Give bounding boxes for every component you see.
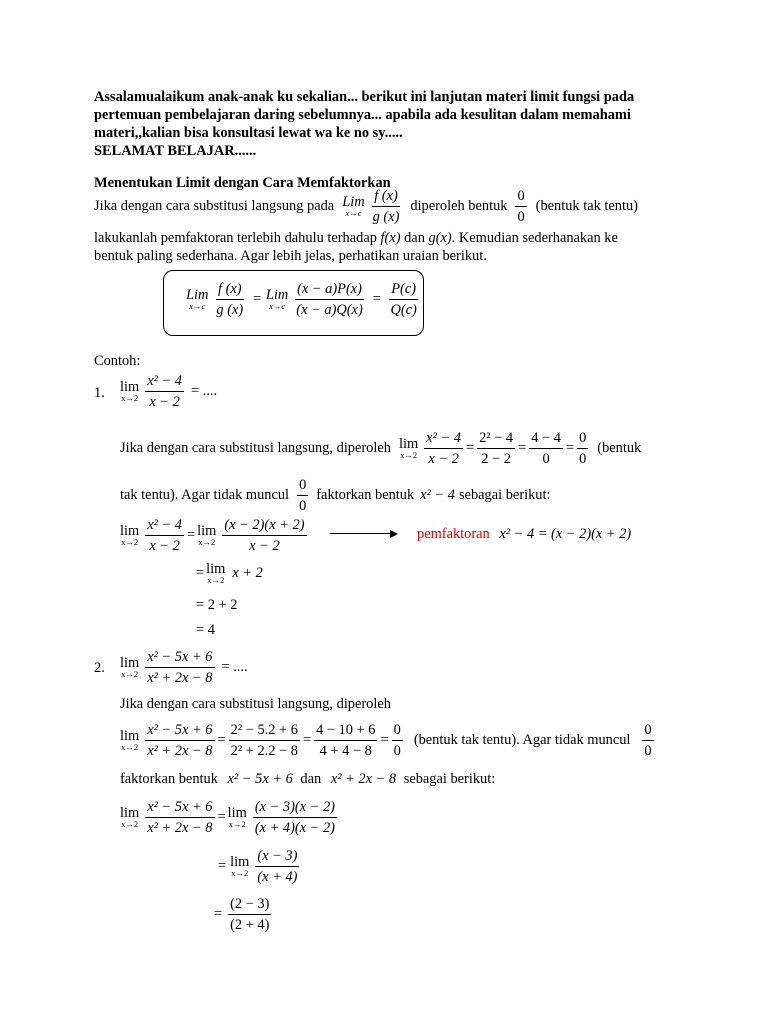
paragraph-text: diperoleh bentuk	[410, 198, 508, 214]
example-1-factor-text: tak tentu). Agar tidak muncul $\frac{0}{0}$ faktorkan bentuk x² − 4 sebagai berikut:	[120, 477, 551, 514]
factoring-note	[417, 525, 631, 544]
fraction: $\frac{P(c)}{Q(c)}$	[390, 281, 417, 318]
zero-over-zero: $\frac{0}{0}$	[299, 477, 307, 514]
fraction: $\frac{(x - a)P(x)}{(x - a)Q(x)}$	[296, 281, 363, 318]
example-1-step-1: lim x→2 $\frac{\text{x² − 4}}{x - 2}$ = lim x→2 $\frac{(x - 2)(x + 2)}{x - 2}$	[120, 517, 305, 554]
limit-operator: lim x→2	[120, 728, 140, 752]
example-1-step-2: = lim x→2 x + 2	[196, 561, 263, 585]
example-2-number: 2.	[94, 660, 105, 676]
limit-operator: lim x→2	[120, 805, 140, 829]
limit-operator: lim x→2	[398, 436, 419, 460]
section-heading: Menentukan Limit dengan Cara Memfaktorkan	[94, 175, 391, 191]
formula-expression: Lim x→c $\frac{f (x)}{g (x)}$ = Lim x→c $\frac{(x - a)P(x)}{(x - a)Q(x)}$ = $\frac{P(c)}{Q(c)}$	[186, 281, 417, 318]
limit-operator: lim x→2	[230, 854, 250, 878]
paragraph-line-1	[94, 187, 638, 226]
zero-over-zero: $\frac{0}{0}$	[579, 430, 587, 467]
factoring-label: pemfaktoran	[417, 526, 490, 542]
examples-label: Contoh:	[94, 353, 141, 369]
factoring-expression: x² − 4 = (x − 2)(x + 2)	[499, 526, 632, 542]
limit-operator: lim x→2	[227, 805, 247, 829]
fraction: $\frac{\text{x² − 5x + 6}}{\text{x² + 2x − 8}}$	[147, 649, 213, 686]
fraction: $\frac{\text{x² − 5x + 6}}{\text{x² + 2x − 8}}$	[147, 799, 213, 836]
fraction: $\frac{\text{2² − 4}}{2 - 2}$	[479, 430, 514, 467]
fraction: $\frac{f (x)}{g (x)}$	[372, 188, 400, 225]
example-1-step-4: = 4	[196, 622, 215, 638]
fraction: $\frac{4 - 4}{0}$	[531, 430, 561, 467]
zero-over-zero: $\frac{0}{0}$	[644, 722, 652, 759]
paragraph-text: (bentuk tak tentu)	[535, 198, 638, 214]
fraction: $\frac{\text{x² − 4}}{x - 2}$	[426, 430, 461, 467]
arrow-right-icon	[330, 533, 392, 534]
limit-operator: Lim x→c	[265, 287, 289, 311]
example-1-step-3: = 2 + 2	[196, 597, 238, 613]
limit-expression	[342, 187, 404, 226]
intro-line-3: materi,,kalian bisa konsultasi lewat wa ke no sy.....	[94, 125, 403, 141]
fraction: $\frac{\text{x² − 4}}{x - 2}$	[147, 517, 183, 554]
limit-operator: Lim x→c	[186, 287, 209, 311]
example-1-question: lim x→2 $\frac{\text{x² − 4}}{x - 2}$ = ....	[120, 373, 218, 410]
paragraph-line-2: lakukanlah pemfaktoran terlebih dahulu terhadap f(x) dan g(x). Kemudian sederhanakan ke	[94, 230, 618, 246]
limit-operator: lim x→2	[197, 523, 217, 547]
intro-line-2: pertemuan pembelajaran daring sebelumnya... apabila ada kesulitan dalam memahami	[94, 107, 631, 123]
limit-operator: lim x→2	[120, 655, 140, 679]
intro-line-1: Assalamualaikum anak-anak ku sekalian... berikut ini lanjutan materi limit fungsi pada	[94, 89, 635, 105]
fraction: $\frac{(x - 2)(x + 2)}{x - 2}$	[224, 517, 305, 554]
example-2-step-3: = $\frac{(2 - 3)}{(2 + 4)}$	[214, 896, 270, 933]
intro-greeting: SELAMAT BELAJAR......	[94, 143, 257, 159]
zero-over-zero: $\frac{0}{0}$	[517, 188, 525, 225]
fraction: $\frac{\text{x² − 4}}{x - 2}$	[147, 373, 183, 410]
fraction: $\frac{(x - 3)(x - 2)}{(x + 4)(x - 2)}$	[254, 799, 335, 836]
zero-over-zero: $\frac{0}{0}$	[393, 722, 401, 759]
limit-operator: lim x→2	[120, 379, 140, 403]
paragraph-line-3: bentuk paling sederhana. Agar lebih jelas, perhatikan uraian berikut.	[94, 248, 487, 264]
fraction: $\frac{(2 - 3)}{(2 + 4)}$	[230, 896, 270, 933]
fraction: $\frac{4 - 10 + 6}{4 + 4 - 8}$	[316, 722, 376, 759]
fraction: $\frac{\text{2² − 5.2 + 6}}{\text{2² + 2.2 − 8}}$	[230, 722, 298, 759]
limit-operator: Lim x→c	[342, 194, 365, 218]
limit-operator: lim x→2	[206, 561, 226, 585]
example-2-substitution-text: Jika dengan cara substitusi langsung, diperoleh	[120, 696, 391, 712]
example-1-number: 1.	[94, 385, 105, 401]
fraction: $\frac{\text{x² − 5x + 6}}{\text{x² + 2x − 8}}$	[147, 722, 213, 759]
fraction: $\frac{(x - 3)}{(x + 4)}$	[257, 848, 298, 885]
paragraph-text: Jika dengan cara substitusi langsung pada	[94, 198, 335, 214]
example-1-substitution: Jika dengan cara substitusi langsung, diperoleh lim x→2 $\frac{\text{x² − 4}}{x - 2}$ = $\frac{\text{2² − 4}}{2 - 2}$ = $\frac{4 - 4}{0}$ = $\frac{0}{0}$ (bentuk	[120, 430, 642, 467]
example-2-step-1: lim x→2 $\frac{\text{x² − 5x + 6}}{\text{x² + 2x − 8}}$ = lim x→2 $\frac{(x - 3)(x - 2)}{(x + 4)(x - 2)}$	[120, 799, 335, 836]
example-2-step-2: = lim x→2 $\frac{(x - 3)}{(x + 4)}$	[218, 848, 298, 885]
example-2-substitution: lim x→2 $\frac{\text{x² − 5x + 6}}{\text{x² + 2x − 8}}$ = $\frac{\text{2² − 5.2 + 6}}{\text{2² + 2.2 − 8}}$ = $\frac{4 - 10 + 6}{4 + 4 - 8}$ = $\frac{0}{0}$ (bentuk tak tentu). Agar tidak muncul $\frac{0}{0}$	[120, 722, 652, 759]
limit-operator: lim x→2	[120, 523, 140, 547]
fraction: $\frac{f (x)}{g (x)}$	[216, 281, 244, 318]
example-2-question: lim x→2 $\frac{\text{x² − 5x + 6}}{\text{x² + 2x − 8}}$ = ....	[120, 649, 248, 686]
example-2-factor-text: faktorkan bentuk x² − 5x + 6 dan x² + 2x − 8 sebagai berikut:	[120, 771, 496, 787]
